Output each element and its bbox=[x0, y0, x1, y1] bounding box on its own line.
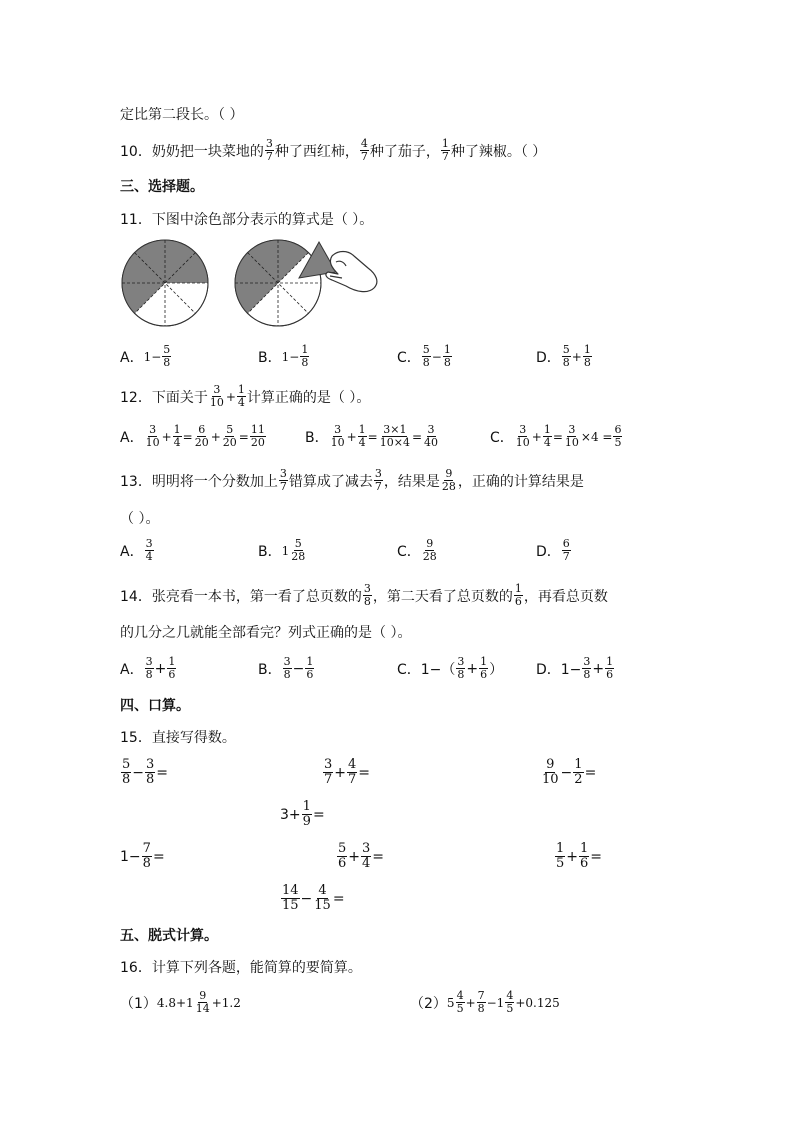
numerator: 3 bbox=[334, 423, 342, 436]
q14-text-line2: 的几分之几就能全部看完？列式正确的是（ ）。 bbox=[120, 625, 412, 641]
q9-tail: 定比第二段长。（ ） bbox=[120, 107, 244, 123]
option-label: C．1−（ bbox=[397, 661, 456, 678]
numerator: 3 bbox=[149, 423, 157, 436]
option-label: A． bbox=[120, 349, 144, 366]
q14-text-1: 14．张亮看一本书，第一看了总页数的 bbox=[120, 588, 362, 605]
fraction bbox=[555, 842, 565, 871]
operator: + bbox=[161, 429, 172, 444]
denominator: 4 bbox=[543, 436, 551, 449]
q12-pre: 12．下面关于 bbox=[120, 389, 208, 406]
q10-text-1: 奶奶把一块菜地的 bbox=[151, 143, 264, 160]
denominator: 10 bbox=[515, 436, 530, 449]
numerator: 1 bbox=[580, 841, 589, 856]
operator: + bbox=[571, 349, 582, 364]
expr-part: +0.125 bbox=[515, 995, 560, 1010]
denominator: 8 bbox=[363, 595, 371, 608]
denominator: 7 bbox=[374, 480, 382, 493]
option-label: B． bbox=[258, 543, 282, 560]
q15-item-f[interactable] bbox=[336, 842, 384, 871]
circle-2 bbox=[235, 240, 336, 326]
operator: − bbox=[560, 764, 573, 781]
denominator: 4 bbox=[145, 550, 153, 563]
operator: − bbox=[128, 848, 141, 865]
operator: = bbox=[372, 848, 385, 865]
whole-number: 3 bbox=[280, 806, 289, 823]
denominator: 8 bbox=[122, 772, 131, 787]
q11-text: 11．下图中涂色部分表示的算式是（ ）。 bbox=[120, 212, 374, 228]
operator: + bbox=[334, 764, 347, 781]
denominator: 4 bbox=[237, 396, 245, 409]
q11-option-c[interactable] bbox=[397, 344, 453, 369]
operator: + bbox=[466, 660, 479, 677]
fraction bbox=[514, 583, 523, 608]
operator: = bbox=[584, 764, 597, 781]
denominator: 20 bbox=[194, 436, 209, 449]
numerator: 4 bbox=[348, 757, 357, 772]
expr-part: + bbox=[465, 995, 476, 1010]
numerator: 5 bbox=[422, 343, 430, 356]
denominator: 6 bbox=[606, 668, 614, 681]
denominator: 8 bbox=[146, 772, 155, 787]
fraction bbox=[145, 758, 155, 787]
q14-option-a[interactable] bbox=[120, 656, 177, 681]
numerator: 1 bbox=[543, 423, 551, 436]
operator: = bbox=[332, 890, 345, 907]
numerator: 1 bbox=[237, 383, 245, 396]
section-3-title: 三、选择题。 bbox=[120, 179, 204, 195]
option-expr: 1− bbox=[281, 349, 300, 364]
q15-item-a[interactable] bbox=[120, 758, 168, 787]
fraction bbox=[541, 758, 560, 787]
fraction bbox=[222, 424, 238, 449]
numerator: 14 bbox=[282, 883, 299, 898]
denominator: 10 bbox=[564, 436, 579, 449]
denominator: 6 bbox=[514, 595, 522, 608]
denominator: 5 bbox=[506, 1002, 514, 1015]
denominator: 15 bbox=[282, 898, 299, 913]
numerator: 3 bbox=[374, 467, 382, 480]
q15-item-e[interactable] bbox=[120, 842, 165, 871]
expr-part: +1.2 bbox=[211, 995, 241, 1010]
expr-part: 4.8+1 bbox=[156, 995, 194, 1010]
denominator: 5 bbox=[456, 1002, 464, 1015]
numerator: 1 bbox=[173, 423, 181, 436]
fraction bbox=[515, 424, 531, 449]
q12-post: 计算正确的是（ ）。 bbox=[246, 389, 371, 406]
q10-number: 10． bbox=[120, 143, 152, 160]
fraction bbox=[283, 656, 292, 681]
denominator: 8 bbox=[145, 668, 153, 681]
fraction bbox=[363, 583, 372, 608]
q14-option-d[interactable] bbox=[536, 656, 615, 681]
q11-option-d[interactable] bbox=[536, 344, 593, 369]
operator: − bbox=[300, 890, 313, 907]
fraction bbox=[443, 344, 452, 369]
q11-option-b[interactable] bbox=[258, 344, 310, 369]
numerator: 1 bbox=[302, 799, 311, 814]
numerator: 5 bbox=[122, 757, 131, 772]
fraction bbox=[323, 758, 333, 787]
denominator: 14 bbox=[195, 1002, 210, 1015]
fraction bbox=[145, 656, 154, 681]
option-label: A． bbox=[120, 429, 144, 446]
q16-title: 16．计算下列各题，能简算的要简算。 bbox=[120, 960, 362, 976]
operator: = bbox=[156, 764, 169, 781]
numerator: 1 bbox=[606, 655, 614, 668]
expr-part: −1 bbox=[486, 995, 505, 1010]
numerator: 3 bbox=[145, 655, 153, 668]
q12-option-a[interactable] bbox=[120, 424, 267, 449]
fraction bbox=[195, 990, 211, 1015]
denominator: 4 bbox=[358, 436, 366, 449]
fraction bbox=[209, 384, 225, 409]
operator: = bbox=[358, 764, 371, 781]
numerator: 3 bbox=[427, 423, 435, 436]
numerator: 3 bbox=[213, 383, 221, 396]
numerator: 1 bbox=[306, 655, 314, 668]
q15-item-c[interactable] bbox=[540, 758, 596, 787]
option-expr: 1− bbox=[143, 349, 162, 364]
fraction bbox=[374, 468, 383, 493]
fraction bbox=[194, 424, 210, 449]
numerator: 3 bbox=[583, 655, 591, 668]
fraction bbox=[477, 990, 486, 1015]
fraction bbox=[281, 884, 300, 913]
fraction bbox=[562, 344, 571, 369]
section-4-title: 四、口算。 bbox=[120, 698, 190, 714]
numerator: 1 bbox=[301, 343, 309, 356]
fraction bbox=[562, 538, 571, 563]
denominator: 7 bbox=[324, 772, 333, 787]
denominator: 6 bbox=[338, 856, 347, 871]
denominator: 7 bbox=[265, 150, 273, 163]
circle-1 bbox=[122, 240, 208, 326]
q15-item-h[interactable] bbox=[280, 884, 345, 913]
fraction bbox=[358, 424, 367, 449]
denominator: 8 bbox=[583, 356, 591, 369]
fraction bbox=[305, 656, 314, 681]
fraction bbox=[173, 424, 182, 449]
denominator: 40 bbox=[424, 436, 439, 449]
numerator: 9 bbox=[445, 467, 453, 480]
operator: = bbox=[312, 806, 325, 823]
q13-text-1: 13．明明将一个分数加上 bbox=[120, 473, 278, 490]
q13-option-c[interactable] bbox=[397, 538, 439, 563]
fraction bbox=[479, 656, 488, 681]
fraction bbox=[605, 656, 614, 681]
numerator: 1 bbox=[514, 582, 522, 595]
operator: = bbox=[552, 429, 563, 444]
numerator: 1 bbox=[358, 423, 366, 436]
numerator: 6 bbox=[562, 537, 570, 550]
denominator: 6 bbox=[306, 668, 314, 681]
option-paren: ） bbox=[489, 661, 504, 678]
numerator: 4 bbox=[360, 137, 368, 150]
fraction bbox=[300, 344, 309, 369]
fraction bbox=[505, 990, 514, 1015]
denominator: 10 bbox=[330, 436, 345, 449]
fraction bbox=[167, 656, 176, 681]
denominator: 15 bbox=[314, 898, 331, 913]
numerator: 9 bbox=[426, 537, 434, 550]
denominator: 28 bbox=[422, 550, 437, 563]
numerator: 7 bbox=[477, 989, 485, 1002]
denominator: 8 bbox=[283, 668, 291, 681]
q15-item-g[interactable] bbox=[554, 842, 602, 871]
fraction bbox=[441, 468, 457, 493]
numerator: 3 bbox=[362, 841, 371, 856]
denominator: 8 bbox=[562, 356, 570, 369]
numerator: 5 bbox=[338, 841, 347, 856]
numerator: 4 bbox=[456, 989, 464, 1002]
option-label: C． bbox=[397, 543, 421, 560]
fraction bbox=[265, 138, 274, 163]
numerator: 5 bbox=[163, 343, 171, 356]
denominator: 10×4 bbox=[379, 436, 410, 449]
fraction bbox=[145, 424, 161, 449]
numerator: 1 bbox=[168, 655, 176, 668]
operator: = bbox=[182, 429, 193, 444]
q13-option-a[interactable] bbox=[120, 538, 155, 563]
q10-text-4: 种了辣椒。（ ） bbox=[450, 143, 547, 160]
numerator: 11 bbox=[250, 423, 265, 436]
operator: + bbox=[592, 660, 605, 677]
q10 bbox=[120, 138, 546, 163]
operator: + bbox=[531, 429, 542, 444]
option-label: C． bbox=[490, 429, 514, 446]
q15-title: 15．直接写得数。 bbox=[120, 730, 236, 746]
numerator: 3 bbox=[568, 423, 576, 436]
denominator: 10 bbox=[542, 772, 559, 787]
numerator: 6 bbox=[198, 423, 206, 436]
denominator: 7 bbox=[562, 550, 570, 563]
fraction bbox=[564, 424, 580, 449]
q14-text-2: ，第二天看了总页数的 bbox=[372, 588, 513, 605]
option-label: A． bbox=[120, 543, 144, 560]
fraction bbox=[441, 138, 450, 163]
q14-text-3: ，再看总页数 bbox=[523, 588, 608, 605]
numerator: 1 bbox=[556, 841, 565, 856]
expr-part: 5 bbox=[446, 995, 455, 1010]
option-label: D．1− bbox=[536, 661, 582, 678]
whole-number: 1 bbox=[120, 848, 129, 865]
numerator: 3 bbox=[519, 423, 527, 436]
fraction bbox=[583, 344, 592, 369]
denominator: 9 bbox=[302, 814, 311, 829]
q10-text-2: 种了西红柿， bbox=[274, 143, 359, 160]
numerator: 3×1 bbox=[383, 423, 407, 436]
fraction bbox=[145, 538, 154, 563]
q16-problem-1[interactable] bbox=[120, 990, 241, 1015]
denominator: 7 bbox=[441, 150, 449, 163]
q11-figure bbox=[118, 236, 388, 330]
fraction bbox=[573, 758, 583, 787]
denominator: 8 bbox=[301, 356, 309, 369]
q12-text bbox=[120, 384, 370, 409]
denominator: 7 bbox=[348, 772, 357, 787]
numerator: 1 bbox=[583, 343, 591, 356]
denominator: 7 bbox=[279, 480, 287, 493]
q13-option-b[interactable] bbox=[258, 538, 307, 563]
numerator: 1 bbox=[443, 343, 451, 356]
fraction bbox=[290, 538, 306, 563]
numerator: 7 bbox=[142, 841, 151, 856]
numerator: 5 bbox=[226, 423, 234, 436]
option-label: B． bbox=[305, 429, 329, 446]
operator: + bbox=[346, 429, 357, 444]
fraction bbox=[579, 842, 589, 871]
denominator: 8 bbox=[457, 668, 465, 681]
operator: = bbox=[152, 848, 165, 865]
q14-option-c[interactable] bbox=[397, 656, 503, 681]
operator: + bbox=[566, 848, 579, 865]
denominator: 7 bbox=[360, 150, 368, 163]
problem-label: （2） bbox=[410, 995, 447, 1012]
numerator: 4 bbox=[318, 883, 327, 898]
denominator: 6 bbox=[168, 668, 176, 681]
q15-item-b[interactable] bbox=[322, 758, 370, 787]
fraction bbox=[361, 842, 371, 871]
denominator: 4 bbox=[362, 856, 371, 871]
numerator: 9 bbox=[546, 757, 555, 772]
numerator: 3 bbox=[457, 655, 465, 668]
option-label: A． bbox=[120, 661, 144, 678]
numerator: 3 bbox=[283, 655, 291, 668]
operator: − bbox=[431, 349, 442, 364]
operator: = bbox=[411, 429, 423, 444]
operator: + bbox=[210, 429, 221, 444]
operator: − bbox=[132, 764, 145, 781]
fraction bbox=[162, 344, 171, 369]
numerator: 1 bbox=[574, 757, 583, 772]
denominator: 10 bbox=[209, 396, 224, 409]
numerator: 3 bbox=[265, 137, 273, 150]
numerator: 5 bbox=[562, 343, 570, 356]
numerator: 6 bbox=[614, 423, 622, 436]
q13-text-3: ，结果是 bbox=[383, 473, 440, 490]
option-label: D． bbox=[536, 543, 561, 560]
denominator: 28 bbox=[441, 480, 456, 493]
option-label: B． bbox=[258, 661, 282, 678]
fraction bbox=[279, 468, 288, 493]
denominator: 2 bbox=[574, 772, 583, 787]
q13-text-4: ，正确的计算结果是 bbox=[457, 473, 584, 490]
section-5-title: 五、脱式计算。 bbox=[120, 928, 218, 944]
denominator: 8 bbox=[443, 356, 451, 369]
fraction bbox=[456, 656, 465, 681]
q13-text bbox=[120, 468, 584, 493]
operator: + bbox=[225, 389, 236, 404]
fraction bbox=[330, 424, 346, 449]
operator: = bbox=[367, 429, 378, 444]
q12-option-c[interactable] bbox=[490, 424, 623, 449]
denominator: 20 bbox=[222, 436, 237, 449]
fraction bbox=[582, 656, 591, 681]
numerator: 3 bbox=[324, 757, 333, 772]
fraction bbox=[121, 758, 131, 787]
denominator: 8 bbox=[583, 668, 591, 681]
q10-text-3: 种了茄子， bbox=[369, 143, 440, 160]
fraction bbox=[337, 842, 347, 871]
numerator: 1 bbox=[480, 655, 488, 668]
fraction bbox=[422, 344, 431, 369]
q12-option-b[interactable] bbox=[305, 424, 440, 449]
numerator: 3 bbox=[363, 582, 371, 595]
q13-option-d[interactable] bbox=[536, 538, 572, 563]
operator: + bbox=[154, 660, 167, 677]
numerator: 5 bbox=[294, 537, 302, 550]
denominator: 6 bbox=[580, 856, 589, 871]
q13-blank[interactable]: （ ）。 bbox=[120, 511, 160, 527]
denominator: 8 bbox=[477, 1002, 485, 1015]
operator: + bbox=[348, 848, 361, 865]
denominator: 5 bbox=[614, 436, 622, 449]
numerator: 1 bbox=[441, 137, 449, 150]
denominator: 5 bbox=[556, 856, 565, 871]
whole-number: 1 bbox=[281, 543, 290, 558]
numerator: 9 bbox=[199, 989, 207, 1002]
q14-option-b[interactable] bbox=[258, 656, 315, 681]
denominator: 20 bbox=[250, 436, 265, 449]
denominator: 10 bbox=[145, 436, 160, 449]
problem-label: （1） bbox=[120, 995, 157, 1012]
q11-option-a[interactable] bbox=[120, 344, 172, 369]
denominator: 6 bbox=[480, 668, 488, 681]
denominator: 28 bbox=[291, 550, 306, 563]
fraction bbox=[422, 538, 438, 563]
fraction bbox=[313, 884, 332, 913]
fraction bbox=[347, 758, 357, 787]
fraction bbox=[423, 424, 439, 449]
q14-text bbox=[120, 583, 608, 608]
fraction bbox=[237, 384, 246, 409]
denominator: 4 bbox=[173, 436, 181, 449]
operator: ×4 = bbox=[580, 429, 613, 444]
denominator: 8 bbox=[142, 856, 151, 871]
fraction bbox=[302, 800, 312, 829]
option-label: D． bbox=[536, 349, 561, 366]
q15-item-d[interactable] bbox=[280, 800, 325, 829]
operator: + bbox=[288, 806, 301, 823]
denominator: 8 bbox=[163, 356, 171, 369]
q13-text-2: 错算成了减去 bbox=[288, 473, 373, 490]
fraction bbox=[360, 138, 369, 163]
q16-problem-2[interactable] bbox=[410, 990, 560, 1015]
fraction bbox=[250, 424, 266, 449]
denominator: 8 bbox=[422, 356, 430, 369]
operator: = bbox=[590, 848, 603, 865]
numerator: 4 bbox=[506, 989, 514, 1002]
operator: = bbox=[238, 429, 249, 444]
option-label: B． bbox=[258, 349, 282, 366]
numerator: 3 bbox=[279, 467, 287, 480]
fraction bbox=[543, 424, 552, 449]
fraction bbox=[379, 424, 411, 449]
numerator: 3 bbox=[145, 537, 153, 550]
numerator: 3 bbox=[146, 757, 155, 772]
fraction bbox=[456, 990, 465, 1015]
fraction bbox=[613, 424, 622, 449]
option-label: C． bbox=[397, 349, 421, 366]
operator: − bbox=[292, 660, 305, 677]
fraction bbox=[142, 842, 152, 871]
